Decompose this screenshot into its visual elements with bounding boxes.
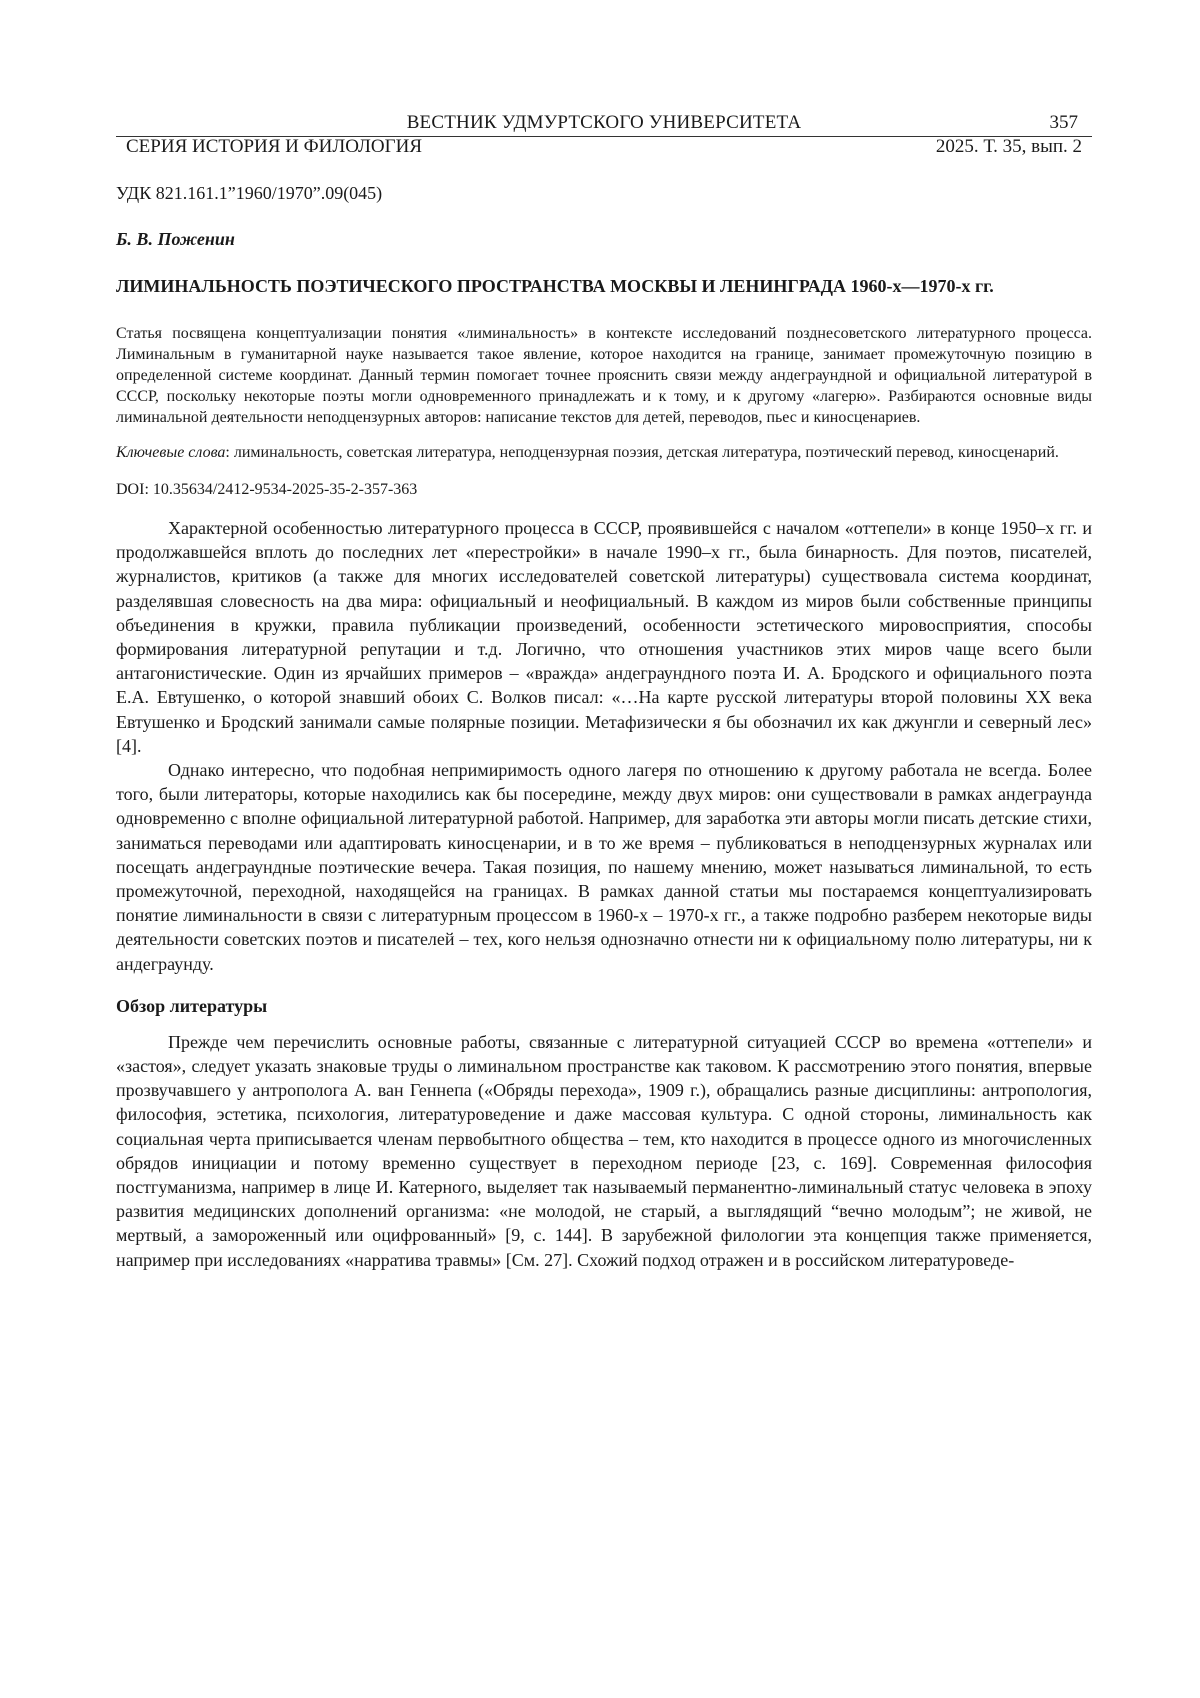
page-number: 357: [1049, 112, 1078, 133]
abstract: Статья посвящена концептуализации понятия «лиминальность» в контексте исследований позднесоветского литературного процесса. Лиминальным в гуманитарной науке называется такое явление, которое находится на границе, занимает промежуточную позицию в определенной системе координат. Данный термин помогает точнее прояснить связи между андеграундной и официальной литературой в СССР, поскольку некоторые поэты могли одновременного принадлежать и к тому, и к другому «лагерю». Разбираются основные виды лиминальной деятельности неподцензурных авторов: написание текстов для детей, переводов, пьес и киносценариев.: [116, 325, 1092, 426]
article-title: ЛИМИНАЛЬНОСТЬ ПОЭТИЧЕСКОГО ПРОСТРАНСТВА МОСКВЫ И ЛЕНИНГРАДА 1960-х—1970-х гг.: [116, 276, 994, 296]
keywords-list: : лиминальность, советская литература, неподцензурная поэзия, детская литература, поэтический перевод, киносценарий.: [225, 444, 1059, 461]
author-name: Б. В. Поженин: [116, 229, 235, 249]
doi: DOI: 10.35634/2412-9534-2025-35-2-357-363: [116, 481, 418, 498]
article-body: [116, 516, 1092, 1272]
body-paragraph: Характерной особенностью литературного процесса в СССР, проявившейся с началом «оттепели» в конце 1950–х гг. и продолжавшейся вплоть до последних лет «перестройки» в начале 1990–х гг., была бинарность. Для поэтов, писателей, журналистов, критиков (а также для многих исследователей советской литературы) существовала система координат, разделявшая словесность на два мира: официальный и неофициальный. В каждом из миров были собственные принципы объединения в кружки, правила публикации произведений, особенности эстетического мировосприятия, способы формирования литературной репутации и т.д. Логично, что отношения участников этих миров чаще всего были антагонистические. Один из ярчайших примеров – «вражда» андеграундного поэта И. А. Бродского и официального поэта Е.А. Евтушенко, о которой знавший обоих С. Волков писал: «…На карте русской литературы второй половины XX века Евтушенко и Бродский занимали самые полярные позиции. Метафизически я бы обозначил их как джунгли и северный лес» [4].: [116, 518, 1092, 756]
udc-code: УДК 821.161.1”1960/1970”.09(045): [116, 183, 383, 203]
running-header: [116, 112, 1092, 156]
keywords-label: Ключевые слова: [116, 444, 226, 461]
journal-series: СЕРИЯ ИСТОРИЯ И ФИЛОЛОГИЯ: [126, 136, 423, 157]
article-page: [116, 112, 1092, 1272]
issue-info: 2025. Т. 35, вып. 2: [935, 136, 1082, 157]
journal-title: ВЕСТНИК УДМУРТСКОГО УНИВЕРСИТЕТА: [406, 112, 802, 133]
body-paragraph: Прежде чем перечислить основные работы, связанные с литературной ситуацией СССР во времена «оттепели» и «застоя», следует указать знаковые труды о лиминальном пространстве как таковом. К рассмотрению этого понятия, впервые прозвучавшего у антрополога А. ван Геннепа («Обряды перехода», 1909 г.), обращались разные дисциплины: антропология, философия, эстетика, психология, литературоведение и даже массовая культура. С одной стороны, лиминальность как социальная черта приписывается членам первобытного общества – тем, кто находится в процессе одного из многочисленных обрядов инициации и потому временно существует в переходном периоде [23, с. 169]. Современная философия постгуманизма, например в лице И. Катерного, выделяет так называемый перманентно-лиминальный статус человека в эпоху развития медицинских дополнений организма: «не молодой, не старый, а выглядящий “вечно молодым”; не живой, не мертвый, а замороженный или оцифрованный» [9, с. 144]. В зарубежной филологии эта концепция также применяется, например при исследованиях «нарратива травмы» [См. 27]. Схожий подход отражен и в российском литературоведе-: [116, 1031, 1092, 1270]
body-paragraph: Однако интересно, что подобная непримиримость одного лагеря по отношению к другому работала не всегда. Более того, были литераторы, которые находились как бы посередине, между двух миров: они существовали в рамках андеграунда одновременно с вполне официальной литературной работой. Например, для заработка эти авторы могли писать детские стихи, заниматься переводами или адаптировать киносценарии, и в то же время – публиковаться в неподцензурных журналах или посещать андеграундные поэтические вечера. Такая позиция, по нашему мнению, может называться лиминальной, то есть промежуточной, переходной, находящейся на границах. В рамках данной статьи мы постараемся концептуализировать понятие лиминальности в связи с литературным процессом в 1960-х – 1970-х гг., а также подробно разберем некоторые виды деятельности советских поэтов и писателей – тех, кого нельзя однозначно отнести ни к официальному полю литературы, ни к андеграунду.: [116, 760, 1092, 974]
keywords: [116, 442, 1092, 463]
section-heading: Обзор литературы: [116, 995, 268, 1016]
